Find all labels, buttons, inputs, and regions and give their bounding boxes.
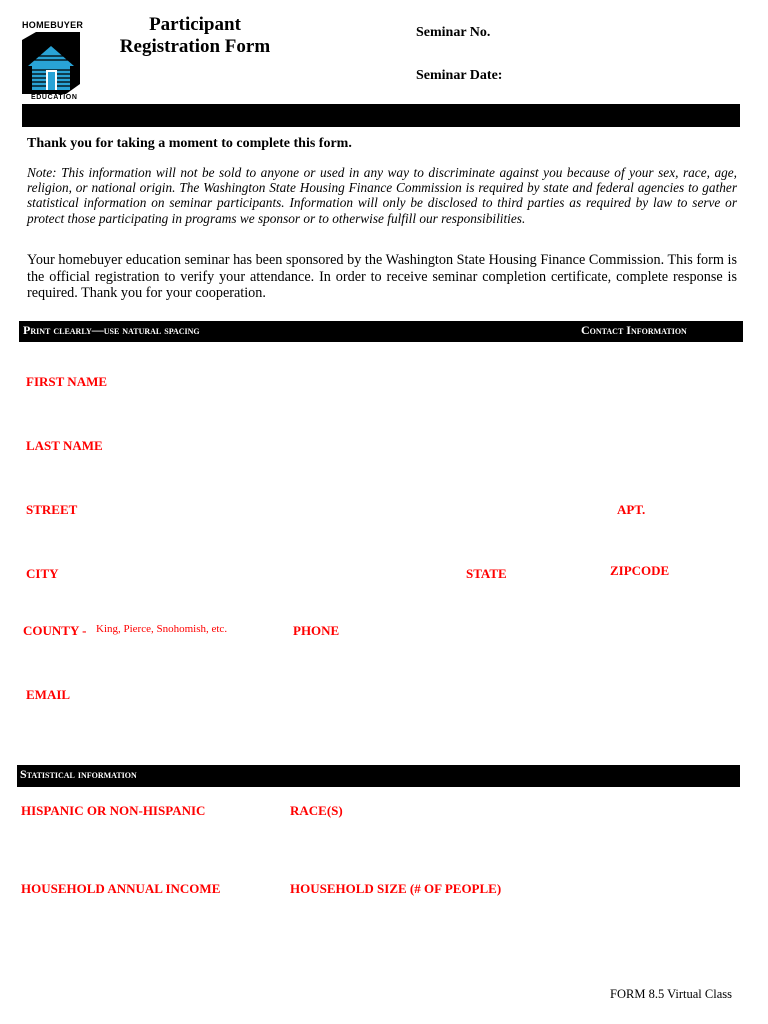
statistical-information-bar xyxy=(17,765,740,787)
header-divider-bar xyxy=(22,104,740,127)
privacy-note: Note: This information will not be sold to anyone or used in any way to discriminate against you because of your sex, race, age, religion, or national origin. The Washington State Housing Finance Commission is required by state and federal agencies to gather statistical information on seminar participants. Information will only be disclosed to third parties as required by law to serve or protect those participating in programs we sponsor or to otherwise fulfill our responsibilities. xyxy=(27,165,737,226)
logo-bottom-text: EDUCATION xyxy=(31,94,78,101)
hispanic-field[interactable]: HISPANIC OR NON-HISPANIC xyxy=(21,803,206,818)
thanks-text: Thank you for taking a moment to complete this form. xyxy=(27,136,352,151)
zipcode-field[interactable]: ZIPCODE xyxy=(610,563,670,578)
statistical-information-heading: Statistical information xyxy=(20,767,137,781)
seminar-no-label: Seminar No. xyxy=(416,25,491,40)
seminar-date-label: Seminar Date: xyxy=(416,68,503,83)
print-clearly-text: Print clearly—use natural spacing xyxy=(23,323,200,337)
household-income-field[interactable]: HOUSEHOLD ANNUAL INCOME xyxy=(21,881,221,896)
city-field[interactable]: CITY xyxy=(26,566,59,581)
form-title xyxy=(100,14,290,58)
form-id-footer: FORM 8.5 Virtual Class xyxy=(610,987,732,1001)
logo-top-text: HOMEBUYER xyxy=(22,20,84,30)
contact-information-heading: Contact Information xyxy=(581,323,687,337)
county-hint: King, Pierce, Snohomish, etc. xyxy=(96,623,228,635)
first-name-field[interactable]: FIRST NAME xyxy=(26,374,108,389)
household-size-field[interactable]: HOUSEHOLD SIZE (# OF PEOPLE) xyxy=(290,881,502,896)
last-name-field[interactable]: LAST NAME xyxy=(26,438,103,453)
form-title-line1: Participant xyxy=(149,14,241,35)
phone-field[interactable]: PHONE xyxy=(293,623,340,638)
house-logo-icon xyxy=(22,32,80,94)
form-title-line2: Registration Form xyxy=(119,36,271,57)
county-field[interactable]: COUNTY - xyxy=(23,623,87,638)
contact-information-bar xyxy=(19,321,743,342)
email-field[interactable]: EMAIL xyxy=(26,687,71,702)
races-field[interactable]: RACE(S) xyxy=(290,803,343,818)
street-field[interactable]: STREET xyxy=(26,502,78,517)
apt-field[interactable]: APT. xyxy=(617,502,646,517)
sponsor-paragraph: Your homebuyer education seminar has been sponsored by the Washington State Housing Finance Commission. This form is the official registration to verify your attendance. In order to receive seminar completion certificate, complete response is required. Thank you for your cooperation. xyxy=(27,252,737,301)
state-field[interactable]: STATE xyxy=(466,566,507,581)
homebuyer-education-logo xyxy=(22,20,82,102)
